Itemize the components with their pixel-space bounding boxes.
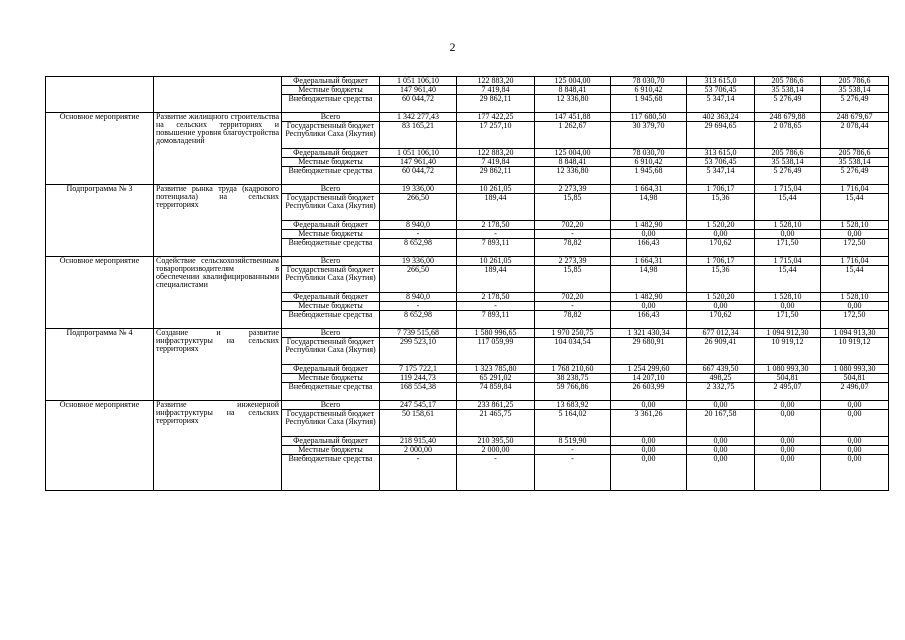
table-row <box>46 77 889 86</box>
amount-cell: 0,00 <box>755 230 821 239</box>
funding-source-cell: Местные бюджеты <box>282 302 380 311</box>
table-row <box>46 185 889 194</box>
amount-cell: 8 848,41 <box>535 86 611 95</box>
amount-cell: 10 261,05 <box>457 257 535 266</box>
amount-cell: 7 739 515,68 <box>380 329 457 338</box>
amount-cell: 2 000,00 <box>380 446 457 455</box>
amount-cell: 7 893,11 <box>457 311 535 329</box>
amount-cell: 1 970 250,75 <box>535 329 611 338</box>
amount-cell: 2 178,50 <box>457 293 535 302</box>
amount-cell: 0,00 <box>611 230 687 239</box>
amount-cell: 2 178,50 <box>457 221 535 230</box>
amount-cell: 0,00 <box>687 446 755 455</box>
amount-cell: 5 347,14 <box>687 95 755 113</box>
amount-cell: 205 786,6 <box>821 77 889 86</box>
amount-cell: 15,36 <box>687 266 755 293</box>
amount-cell: 1 051 106,10 <box>380 149 457 158</box>
funding-source-cell: Государственный бюджет Республики Саха (Якутия) <box>282 410 380 437</box>
amount-cell: 171,50 <box>755 239 821 257</box>
amount-cell: 170,62 <box>687 311 755 329</box>
amount-cell: 0,00 <box>755 410 821 437</box>
amount-cell: 248 679,67 <box>821 113 889 122</box>
amount-cell: 1 080 993,30 <box>755 365 821 374</box>
amount-cell: 1 528,10 <box>821 293 889 302</box>
amount-cell: 2 273,39 <box>535 257 611 266</box>
amount-cell: 1 945,68 <box>611 95 687 113</box>
amount-cell: 5 276,49 <box>755 167 821 185</box>
funding-source-cell: Государственный бюджет Республики Саха (Якутия) <box>282 194 380 221</box>
amount-cell: 266,50 <box>380 266 457 293</box>
amount-cell: 8 519,90 <box>535 437 611 446</box>
amount-cell: 10 261,05 <box>457 185 535 194</box>
funding-source-cell: Местные бюджеты <box>282 230 380 239</box>
funding-source-cell: Внебюджетные средства <box>282 95 380 113</box>
amount-cell: 1 706,17 <box>687 185 755 194</box>
amount-cell: 3 361,26 <box>611 410 687 437</box>
amount-cell: 1 321 430,34 <box>611 329 687 338</box>
amount-cell: 0,00 <box>687 302 755 311</box>
amount-cell: 1 664,31 <box>611 185 687 194</box>
amount-cell: 1 094 913,30 <box>821 329 889 338</box>
amount-cell: 1 482,90 <box>611 221 687 230</box>
amount-cell: 14 207,10 <box>611 374 687 383</box>
amount-cell: 30 379,70 <box>611 122 687 149</box>
amount-cell: 172,50 <box>821 311 889 329</box>
amount-cell: 78,82 <box>535 311 611 329</box>
amount-cell: 1 051 106,10 <box>380 77 457 86</box>
funding-source-cell: Всего <box>282 113 380 122</box>
amount-cell: 53 706,45 <box>687 86 755 95</box>
amount-cell: 74 859,84 <box>457 383 535 401</box>
amount-cell: 313 615,0 <box>687 77 755 86</box>
amount-cell: - <box>380 230 457 239</box>
amount-cell: 7 419,84 <box>457 86 535 95</box>
amount-cell: 2 496,07 <box>821 383 889 401</box>
section-description-cell: Развитие жилищного строительства на сельских территориях и повышение уровня благоустройства домовладений <box>154 113 282 185</box>
amount-cell: 15,85 <box>535 266 611 293</box>
section-description-cell <box>154 77 282 113</box>
amount-cell: 26 909,41 <box>687 338 755 365</box>
amount-cell: 2 000,00 <box>457 446 535 455</box>
funding-source-cell: Федеральный бюджет <box>282 365 380 374</box>
amount-cell: 6 910,42 <box>611 158 687 167</box>
amount-cell: 2 273,39 <box>535 185 611 194</box>
amount-cell: 205 786,6 <box>821 149 889 158</box>
amount-cell: 17 257,10 <box>457 122 535 149</box>
section-description-cell: Развитие рынка труда (кадрового потенциала) на сельских территориях <box>154 185 282 257</box>
amount-cell: 1 094 912,30 <box>755 329 821 338</box>
amount-cell: 15,44 <box>755 194 821 221</box>
table-row <box>46 257 889 266</box>
amount-cell: 1 715,04 <box>755 257 821 266</box>
amount-cell: 1 664,31 <box>611 257 687 266</box>
amount-cell: 1 342 277,43 <box>380 113 457 122</box>
amount-cell: 205 786,6 <box>755 77 821 86</box>
amount-cell: 0,00 <box>611 401 687 410</box>
amount-cell: 0,00 <box>821 437 889 446</box>
amount-cell: 15,36 <box>687 194 755 221</box>
amount-cell: 29 694,65 <box>687 122 755 149</box>
amount-cell: 0,00 <box>755 401 821 410</box>
section-description-cell: Создание и развитие инфраструктуры на сельских территориях <box>154 329 282 401</box>
amount-cell: 0,00 <box>687 230 755 239</box>
amount-cell: 504,81 <box>755 374 821 383</box>
amount-cell: - <box>380 302 457 311</box>
amount-cell: 65 291,02 <box>457 374 535 383</box>
amount-cell: 677 012,34 <box>687 329 755 338</box>
amount-cell: 35 538,14 <box>821 158 889 167</box>
amount-cell: 147 451,88 <box>535 113 611 122</box>
amount-cell: 1 768 210,60 <box>535 365 611 374</box>
section-type-cell <box>46 77 154 113</box>
funding-source-cell: Федеральный бюджет <box>282 149 380 158</box>
amount-cell: 7 419,84 <box>457 158 535 167</box>
amount-cell: 38 238,75 <box>535 374 611 383</box>
amount-cell: 15,44 <box>821 194 889 221</box>
table-row <box>46 329 889 338</box>
amount-cell: 15,85 <box>535 194 611 221</box>
amount-cell: 78 030,70 <box>611 149 687 158</box>
amount-cell: 12 336,80 <box>535 95 611 113</box>
amount-cell: 299 523,10 <box>380 338 457 365</box>
amount-cell: 147 961,40 <box>380 86 457 95</box>
funding-source-cell: Внебюджетные средства <box>282 383 380 401</box>
amount-cell: 78 030,70 <box>611 77 687 86</box>
funding-source-cell: Всего <box>282 329 380 338</box>
amount-cell: 0,00 <box>821 401 889 410</box>
amount-cell: 122 883,20 <box>457 77 535 86</box>
amount-cell: - <box>457 302 535 311</box>
amount-cell: 0,00 <box>755 446 821 455</box>
amount-cell: 29 862,11 <box>457 167 535 185</box>
amount-cell: 29 680,91 <box>611 338 687 365</box>
amount-cell: 8 848,41 <box>535 158 611 167</box>
amount-cell: 266,50 <box>380 194 457 221</box>
amount-cell: 0,00 <box>821 302 889 311</box>
amount-cell: 1 528,10 <box>821 221 889 230</box>
amount-cell: 117 680,50 <box>611 113 687 122</box>
amount-cell: - <box>535 230 611 239</box>
amount-cell: 117 059,99 <box>457 338 535 365</box>
amount-cell: 78,82 <box>535 239 611 257</box>
amount-cell: 233 861,25 <box>457 401 535 410</box>
funding-source-cell: Местные бюджеты <box>282 446 380 455</box>
amount-cell: 0,00 <box>611 446 687 455</box>
amount-cell: 20 167,58 <box>687 410 755 437</box>
amount-cell: 35 538,14 <box>821 86 889 95</box>
funding-table-body <box>46 77 889 491</box>
amount-cell: 0,00 <box>611 437 687 446</box>
section-type-cell: Подпрограмма № 3 <box>46 185 154 257</box>
funding-table <box>45 76 889 491</box>
amount-cell: 1 528,10 <box>755 221 821 230</box>
amount-cell: 0,00 <box>821 455 889 491</box>
funding-source-cell: Государственный бюджет Республики Саха (Якутия) <box>282 122 380 149</box>
amount-cell: 14,98 <box>611 266 687 293</box>
amount-cell: 119 244,73 <box>380 374 457 383</box>
amount-cell: 171,50 <box>755 311 821 329</box>
amount-cell: 177 422,25 <box>457 113 535 122</box>
funding-source-cell: Внебюджетные средства <box>282 167 380 185</box>
amount-cell: 19 336,00 <box>380 185 457 194</box>
section-type-cell: Основное мероприятие <box>46 257 154 329</box>
amount-cell: 83 165,21 <box>380 122 457 149</box>
funding-source-cell: Местные бюджеты <box>282 158 380 167</box>
amount-cell: 6 910,42 <box>611 86 687 95</box>
amount-cell: 1 323 785,80 <box>457 365 535 374</box>
amount-cell: 7 893,11 <box>457 239 535 257</box>
funding-source-cell: Государственный бюджет Республики Саха (Якутия) <box>282 266 380 293</box>
amount-cell: 104 034,54 <box>535 338 611 365</box>
funding-source-cell: Внебюджетные средства <box>282 239 380 257</box>
amount-cell: 2 078,44 <box>821 122 889 149</box>
amount-cell: 21 465,75 <box>457 410 535 437</box>
funding-source-cell: Федеральный бюджет <box>282 221 380 230</box>
funding-source-cell: Внебюджетные средства <box>282 455 380 491</box>
amount-cell: - <box>380 455 457 491</box>
amount-cell: 26 603,99 <box>611 383 687 401</box>
amount-cell: 189,44 <box>457 194 535 221</box>
amount-cell: 10 919,12 <box>821 338 889 365</box>
amount-cell: 59 766,86 <box>535 383 611 401</box>
amount-cell: 1 520,20 <box>687 221 755 230</box>
amount-cell: 0,00 <box>755 455 821 491</box>
amount-cell: 498,25 <box>687 374 755 383</box>
amount-cell: 1 716,04 <box>821 257 889 266</box>
amount-cell: 8 652,98 <box>380 311 457 329</box>
amount-cell: 5 164,02 <box>535 410 611 437</box>
amount-cell: 1 262,67 <box>535 122 611 149</box>
amount-cell: 1 528,10 <box>755 293 821 302</box>
amount-cell: 0,00 <box>755 437 821 446</box>
amount-cell: 8 940,0 <box>380 293 457 302</box>
amount-cell: 19 336,00 <box>380 257 457 266</box>
amount-cell: 702,20 <box>535 293 611 302</box>
amount-cell: 247 545,17 <box>380 401 457 410</box>
table-row <box>46 113 889 122</box>
section-type-cell: Основное мероприятие <box>46 113 154 185</box>
amount-cell: 35 538,14 <box>755 158 821 167</box>
amount-cell: 8 940,0 <box>380 221 457 230</box>
amount-cell: 0,00 <box>687 401 755 410</box>
amount-cell: - <box>535 446 611 455</box>
amount-cell: 35 538,14 <box>755 86 821 95</box>
amount-cell: 504,81 <box>821 374 889 383</box>
amount-cell: 7 175 722,1 <box>380 365 457 374</box>
amount-cell: 168 554,38 <box>380 383 457 401</box>
amount-cell: 13 683,92 <box>535 401 611 410</box>
amount-cell: 189,44 <box>457 266 535 293</box>
amount-cell: 147 961,40 <box>380 158 457 167</box>
amount-cell: 15,44 <box>821 266 889 293</box>
amount-cell: 2 495,07 <box>755 383 821 401</box>
amount-cell: 5 347,14 <box>687 167 755 185</box>
funding-source-cell: Федеральный бюджет <box>282 437 380 446</box>
amount-cell: 50 158,61 <box>380 410 457 437</box>
amount-cell: 218 915,40 <box>380 437 457 446</box>
amount-cell: 122 883,20 <box>457 149 535 158</box>
amount-cell: 14,98 <box>611 194 687 221</box>
amount-cell: 125 004,00 <box>535 149 611 158</box>
amount-cell: 248 679,88 <box>755 113 821 122</box>
funding-source-cell: Местные бюджеты <box>282 374 380 383</box>
amount-cell: 313 615,0 <box>687 149 755 158</box>
amount-cell: 15,44 <box>755 266 821 293</box>
page-number: 2 <box>449 40 456 54</box>
amount-cell: 125 004,00 <box>535 77 611 86</box>
amount-cell: 0,00 <box>821 410 889 437</box>
funding-source-cell: Всего <box>282 185 380 194</box>
amount-cell: 5 276,49 <box>755 95 821 113</box>
amount-cell: 12 336,80 <box>535 167 611 185</box>
amount-cell: 667 439,50 <box>687 365 755 374</box>
amount-cell: 205 786,6 <box>755 149 821 158</box>
amount-cell: 172,50 <box>821 239 889 257</box>
amount-cell: 60 044,72 <box>380 95 457 113</box>
amount-cell: 1 580 996,65 <box>457 329 535 338</box>
funding-source-cell: Государственный бюджет Республики Саха (Якутия) <box>282 338 380 365</box>
amount-cell: 2 078,65 <box>755 122 821 149</box>
funding-source-cell: Федеральный бюджет <box>282 77 380 86</box>
section-type-cell: Основное мероприятие <box>46 401 154 491</box>
amount-cell: 1 080 993,30 <box>821 365 889 374</box>
amount-cell: 0,00 <box>687 455 755 491</box>
amount-cell: - <box>457 230 535 239</box>
amount-cell: 0,00 <box>687 437 755 446</box>
amount-cell: 0,00 <box>611 455 687 491</box>
funding-source-cell: Всего <box>282 401 380 410</box>
amount-cell: - <box>535 302 611 311</box>
table-row <box>46 401 889 410</box>
amount-cell: 170,62 <box>687 239 755 257</box>
amount-cell: 0,00 <box>821 446 889 455</box>
funding-source-cell: Внебюджетные средства <box>282 311 380 329</box>
amount-cell: 1 716,04 <box>821 185 889 194</box>
section-type-cell: Подпрограмма № 4 <box>46 329 154 401</box>
amount-cell: 0,00 <box>611 302 687 311</box>
funding-source-cell: Всего <box>282 257 380 266</box>
amount-cell: 1 945,68 <box>611 167 687 185</box>
amount-cell: 210 395,50 <box>457 437 535 446</box>
amount-cell: - <box>457 455 535 491</box>
amount-cell: 402 363,24 <box>687 113 755 122</box>
amount-cell: 5 276,49 <box>821 95 889 113</box>
funding-source-cell: Федеральный бюджет <box>282 293 380 302</box>
section-description-cell: Содействие сельскохозяйственным товаропроизводителям в обеспечении квалифицированными специалистами <box>154 257 282 329</box>
amount-cell: 1 482,90 <box>611 293 687 302</box>
amount-cell: 10 919,12 <box>755 338 821 365</box>
amount-cell: 702,20 <box>535 221 611 230</box>
amount-cell: 1 715,04 <box>755 185 821 194</box>
amount-cell: 166,43 <box>611 239 687 257</box>
section-description-cell: Развитие инженерной инфраструктуры на сельских территориях <box>154 401 282 491</box>
amount-cell: 0,00 <box>821 230 889 239</box>
amount-cell: 1 254 299,60 <box>611 365 687 374</box>
amount-cell: 8 652,98 <box>380 239 457 257</box>
amount-cell: 53 706,45 <box>687 158 755 167</box>
amount-cell: 60 044,72 <box>380 167 457 185</box>
amount-cell: 0,00 <box>755 302 821 311</box>
amount-cell: 2 332,75 <box>687 383 755 401</box>
amount-cell: 1 520,20 <box>687 293 755 302</box>
amount-cell: 29 862,11 <box>457 95 535 113</box>
amount-cell: 5 276,49 <box>821 167 889 185</box>
amount-cell: - <box>535 455 611 491</box>
amount-cell: 1 706,17 <box>687 257 755 266</box>
funding-source-cell: Местные бюджеты <box>282 86 380 95</box>
amount-cell: 166,43 <box>611 311 687 329</box>
